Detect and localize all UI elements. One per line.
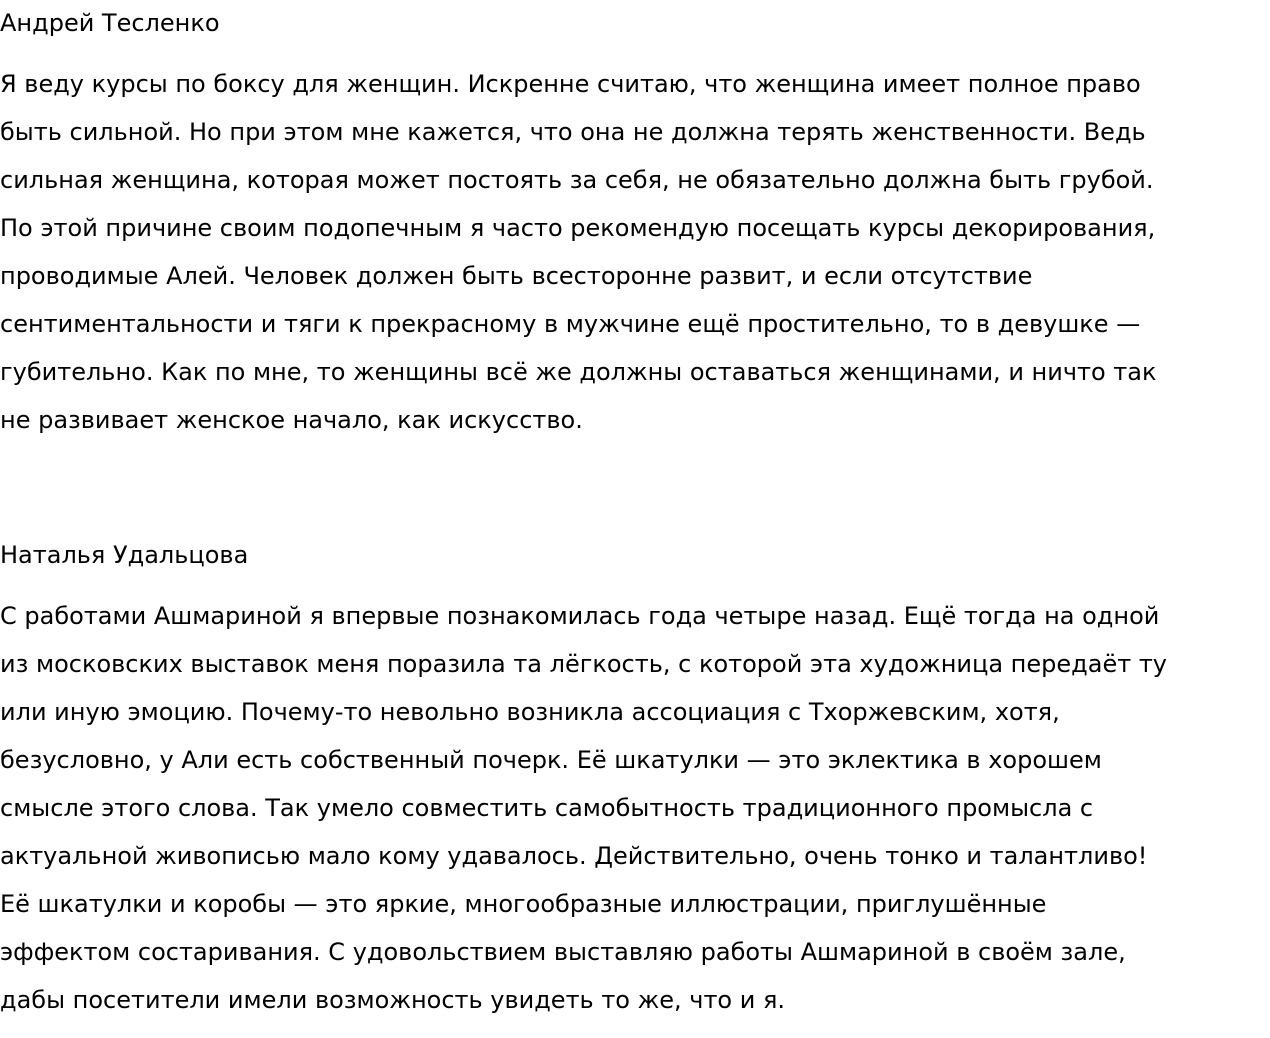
testimonial-text-line: сентиментальности и тяги к прекрасному в мужчине ещё простительно, то в девушке — [0,310,1141,338]
testimonial-author: Андрей Тесленко [0,9,220,37]
testimonial-text-line: сильная женщина, которая может постоять за себя, не обязательно должна быть грубой. [0,166,1154,194]
testimonial-text-line: По этой причине своим подопечным я часто рекомендую посещать курсы декорирования, [0,214,1156,242]
testimonial-text-line: смысле этого слова. Так умело совместить самобытность традиционного промысла с [0,794,1094,822]
testimonial-text-line: эффектом состаривания. С удовольствием выставляю работы Ашмариной в своём зале, [0,938,1126,966]
testimonial-text [0,592,1270,1024]
testimonial-text-line: Её шкатулки и коробы — это яркие, многообразные иллюстрации, приглушённые [0,890,1047,918]
testimonial-text-line: безусловно, у Али есть собственный почерк. Её шкатулки — это эклектика в хорошем [0,746,1102,774]
testimonial-text-line: Я веду курсы по боксу для женщин. Искренне считаю, что женщина имеет полное право [0,70,1141,98]
testimonial-text-line: дабы посетители имели возможность увидеть то же, что и я. [0,986,786,1014]
testimonial-text-line: из московских выставок меня поразила та лёгкость, с которой эта художница передаёт ту [0,650,1167,678]
testimonial-author: Наталья Удальцова [0,541,249,569]
testimonial-text-line: актуальной живописью мало кому удавалось. Действительно, очень тонко и талантливо! [0,842,1148,870]
testimonial-text-line: не развивает женское начало, как искусство. [0,406,583,434]
testimonial-text [0,60,1270,444]
testimonial-text-line: быть сильной. Но при этом мне кажется, что она не должна терять женственности. Ведь [0,118,1146,146]
testimonial-teslenko [0,4,1270,444]
testimonial-text-line: или иную эмоцию. Почему-то невольно возникла ассоциация с Тхоржевским, хотя, [0,698,1060,726]
testimonial-udaltsova [0,536,1270,1024]
testimonial-text-line: губительно. Как по мне, то женщины всё же должны оставаться женщинами, и ничто так [0,358,1157,386]
testimonial-text-line: С работами Ашмариной я впервые познакомилась года четыре назад. Ещё тогда на одной [0,602,1160,630]
testimonial-text-line: проводимые Алей. Человек должен быть всесторонне развит, и если отсутствие [0,262,1033,290]
